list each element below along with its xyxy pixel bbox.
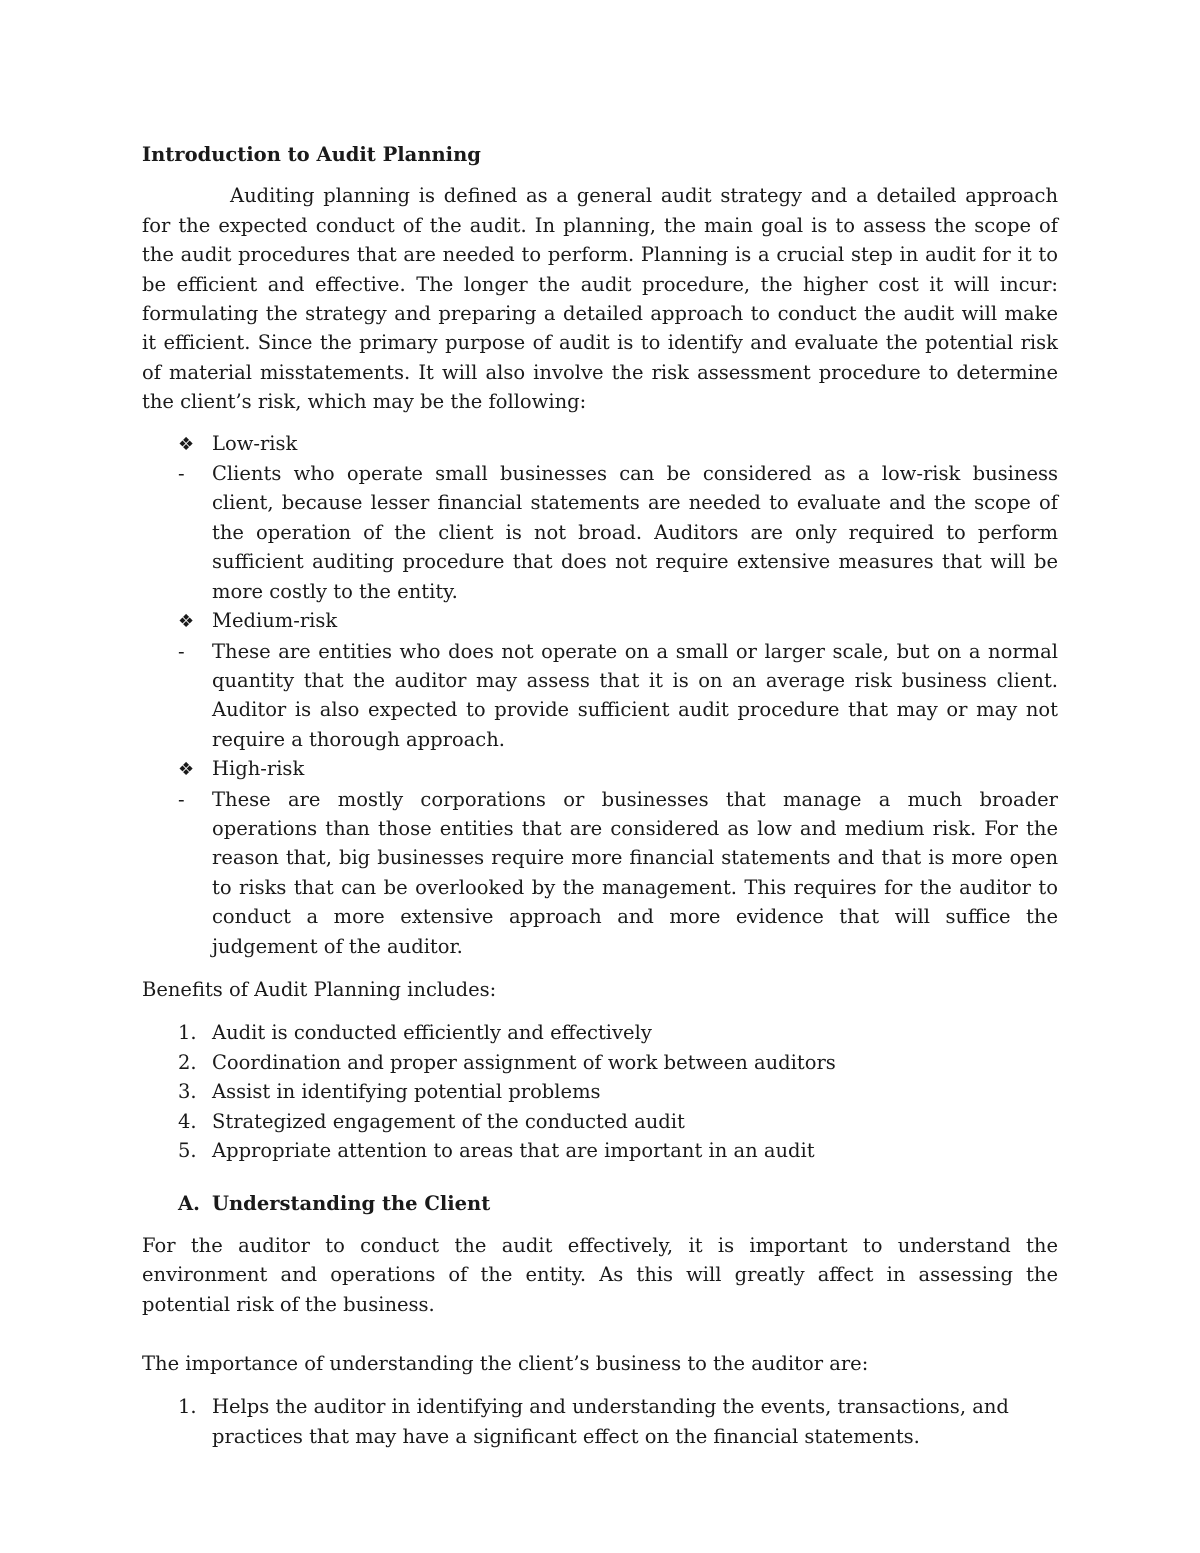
document-title: Introduction to Audit Planning bbox=[142, 143, 481, 166]
section-title: Understanding the Client bbox=[212, 1192, 491, 1216]
risk-description: Clients who operate small businesses can be considered as a low-risk business client, because lesser financial statements are needed to evaluate and the scope of the operation of the client is not broad. Auditors are only required to perform sufficient auditing procedure that does not require extensive measures that will be more costly to the entity. bbox=[212, 462, 1058, 603]
list-item bbox=[142, 1392, 1058, 1451]
risk-heading-low bbox=[142, 429, 1058, 459]
section-a-paragraph: For the auditor to conduct the audit effectively, it is important to understand the environment and operations of the entity. As this will greatly affect in assessing the potential risk of the business. bbox=[142, 1233, 1058, 1316]
diamond-bullet-icon: ❖ bbox=[178, 433, 195, 455]
diamond-bullet-icon: ❖ bbox=[178, 759, 195, 781]
risk-list bbox=[142, 429, 1058, 961]
list-number: 4. bbox=[178, 1109, 197, 1133]
list-number: 3. bbox=[178, 1080, 197, 1104]
risk-heading-medium bbox=[142, 606, 1058, 636]
diamond-bullet-icon: ❖ bbox=[178, 611, 195, 633]
risk-label: Medium-risk bbox=[212, 609, 338, 633]
importance-heading: The importance of understanding the client’s business to the auditor are: bbox=[142, 1352, 869, 1376]
list-item bbox=[142, 1048, 1058, 1077]
risk-description-low bbox=[142, 459, 1058, 606]
list-text: Audit is conducted efficiently and effectively bbox=[212, 1021, 652, 1045]
section-a-heading bbox=[142, 1189, 1058, 1218]
dash-bullet: - bbox=[178, 639, 185, 663]
benefits-heading: Benefits of Audit Planning includes: bbox=[142, 977, 497, 1001]
list-item bbox=[142, 1077, 1058, 1106]
risk-heading-high bbox=[142, 754, 1058, 784]
list-number: 5. bbox=[178, 1139, 197, 1162]
list-text: Helps the auditor in identifying and understanding the events, transactions, and practices that may have a significant effect on the financial statements. bbox=[212, 1395, 1009, 1448]
section-letter: A. bbox=[178, 1192, 200, 1216]
dash-bullet: - bbox=[178, 787, 185, 811]
list-number: 1. bbox=[178, 1021, 197, 1045]
importance-list bbox=[142, 1392, 1058, 1451]
risk-description-medium bbox=[142, 637, 1058, 755]
list-text: Assist in identifying potential problems bbox=[212, 1080, 601, 1104]
list-item bbox=[142, 1136, 1058, 1165]
list-text: Appropriate attention to areas that are important in an audit bbox=[212, 1139, 815, 1162]
list-number: 2. bbox=[178, 1050, 197, 1074]
dash-bullet: - bbox=[178, 462, 185, 486]
risk-label: Low-risk bbox=[212, 431, 298, 455]
list-text: Strategized engagement of the conducted audit bbox=[212, 1109, 685, 1133]
list-item bbox=[142, 1018, 1058, 1047]
list-item bbox=[142, 1107, 1058, 1136]
risk-description: These are entities who does not operate on a small or larger scale, but on a normal quantity that the auditor may assess that it is on an average risk business client. Auditor is also expected to provide sufficient audit procedure that may or may not require a thorough approach. bbox=[212, 639, 1058, 751]
list-text: Coordination and proper assignment of work between auditors bbox=[212, 1050, 836, 1074]
intro-paragraph: Auditing planning is defined as a general audit strategy and a detailed approach for the expected conduct of the audit. In planning, the main goal is to assess the scope of the audit procedures that are needed to perform. Planning is a crucial step in audit for it to be efficient and effective. The longer the audit procedure, the higher cost it will incur: formulating the strategy and preparing a detailed approach to conduct the audit will make it efficient. Since the primary purpose of audit is to identify and evaluate the potential risk of material misstatements. It will also involve the risk assessment procedure to determine the client’s risk, which may be the following: bbox=[142, 184, 1058, 414]
risk-label: High-risk bbox=[212, 757, 305, 781]
list-number: 1. bbox=[178, 1395, 197, 1419]
risk-description-high bbox=[142, 785, 1058, 961]
benefits-list bbox=[142, 1018, 1058, 1165]
risk-description: These are mostly corporations or businesses that manage a much broader operations than those entities that are considered as low and medium risk. For the reason that, big businesses require more financial statements and that is more open to risks that can be overlooked by the management. This requires for the auditor to conduct a more extensive approach and more evidence that will suffice the judgement of the auditor. bbox=[212, 787, 1058, 958]
